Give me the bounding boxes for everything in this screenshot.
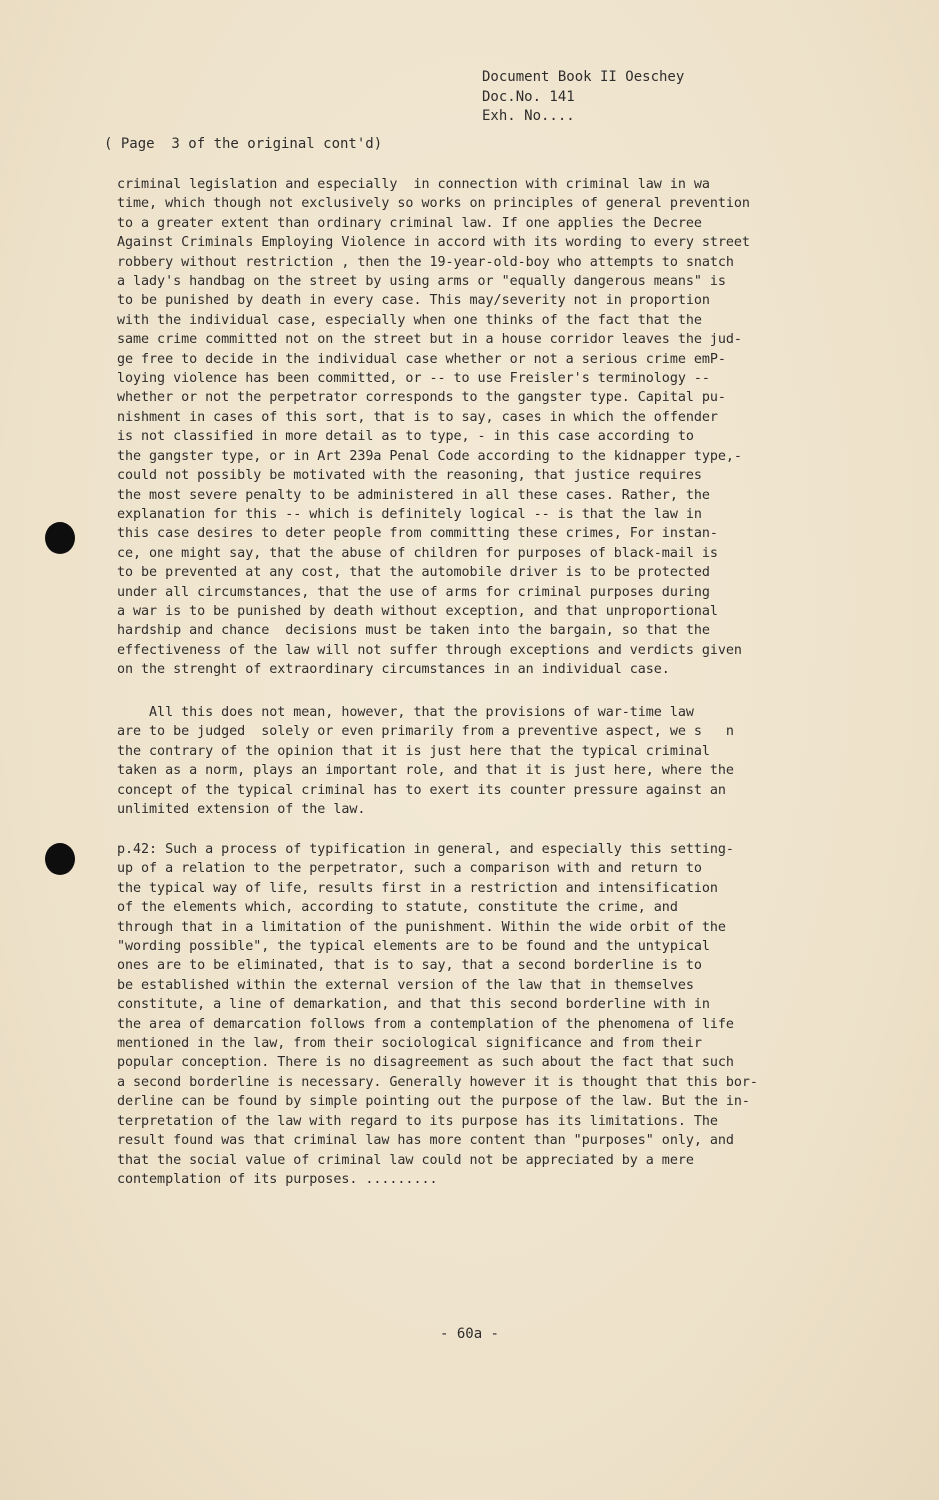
header-exhibit-number: Exh. No....: [482, 108, 575, 124]
punch-hole-upper: [45, 522, 75, 554]
body-paragraph-2: All this does not mean, however, that the provisions of war-time law are to be judged solely or even primarily from a preventive aspect, we s n the contrary of the opinion that it is just here that the typical criminal taken as a norm, plays an important role, and that it is just here, where the concept of the typical criminal has to exert its counter pressure against an unlimited extension of the law.: [117, 705, 734, 818]
header-document-book: Document Book II Oeschey: [482, 69, 685, 85]
punch-hole-lower: [45, 843, 75, 875]
page-reference: ( Page 3 of the original cont'd): [104, 136, 383, 152]
header-doc-number: Doc.No. 141: [482, 88, 575, 105]
body-paragraph-3: p.42: Such a process of typification in general, and especially this setting- up of a relation to the perpetrator, such a comparison with and return to the typical way of life, results first in a restriction and intensification of the elements which, according to statute, constitute the crime, and through that in a limitation of the punishment. Within the wide orbit of the "wording possible", the typical elements are to be found and the untypical ones are to be eliminated, that is to say, that a second borderline is to be established within the external version of the law that in themselves constitute, a line of demarkation, and that this second borderline with in the area of demarcation follows from a contemplation of the phenomena of life mentioned in the law, from their sociological significance and from their popular conception. There is no disagreement as such about the fact that such a second borderline is necessary. Generally however it is thought that this bor- derline can be found by simple pointing out the purpose of the law. But the in- terpretation of the law with regard to its purpose has its limitations. The result found was that criminal law has more content than "purposes" only, and that the social value of criminal law could not be appreciated by a mere contemplation of its purposes. .........: [117, 842, 758, 1187]
document-header: [482, 68, 684, 127]
body-paragraph-1: criminal legislation and especially in connection with criminal law in wa time, which though not exclusively so works on principles of general prevention to a greater extent than ordinary criminal law. If one applies the Decree Against Criminals Employing Violence in accord with its wording to every street robbery without restriction , then the 19-year-old-boy who attempts to snatch a lady's handbag on the street by using arms or "equally dangerous means" is to be punished by death in every case. This may/severity not in proportion with the individual case, especially when one thinks of the fact that the same crime committed not on the street but in a house corridor leaves the jud- ge free to decide in the individual case whether or not a serious crime emP- loying violence has been committed, or -- to use Freisler's terminology -- whether or not the perpetrator corresponds to the gangster type. Capital pu- nishment in cases of this sort, that is to say, cases in which the offender is not classified in more detail as to type, - in this case according to the gangster type, or in Art 239a Penal Code according to the kidnapper type,- could not possibly be motivated with the reasoning, that justice requires the most severe penalty to be administered in all these cases. Rather, the explanation for this -- which is definitely logical -- is that the law in this case desires to deter people from committing these crimes, For instan- ce, one might say, that the abuse of children for purposes of black-mail is to be prevented at any cost, that the automobile driver is to be protected under all circumstances, that the use of arms for criminal purposes during a war is to be punished by death without exception, and that unproportional hardship and chance decisions must be taken into the bargain, so that the effectiveness of the law will not suffer through exceptions and verdicts given on the strenght of extraordinary circumstances in an individual case.: [117, 177, 750, 678]
page-number-footer: - 60a -: [439, 1326, 499, 1342]
